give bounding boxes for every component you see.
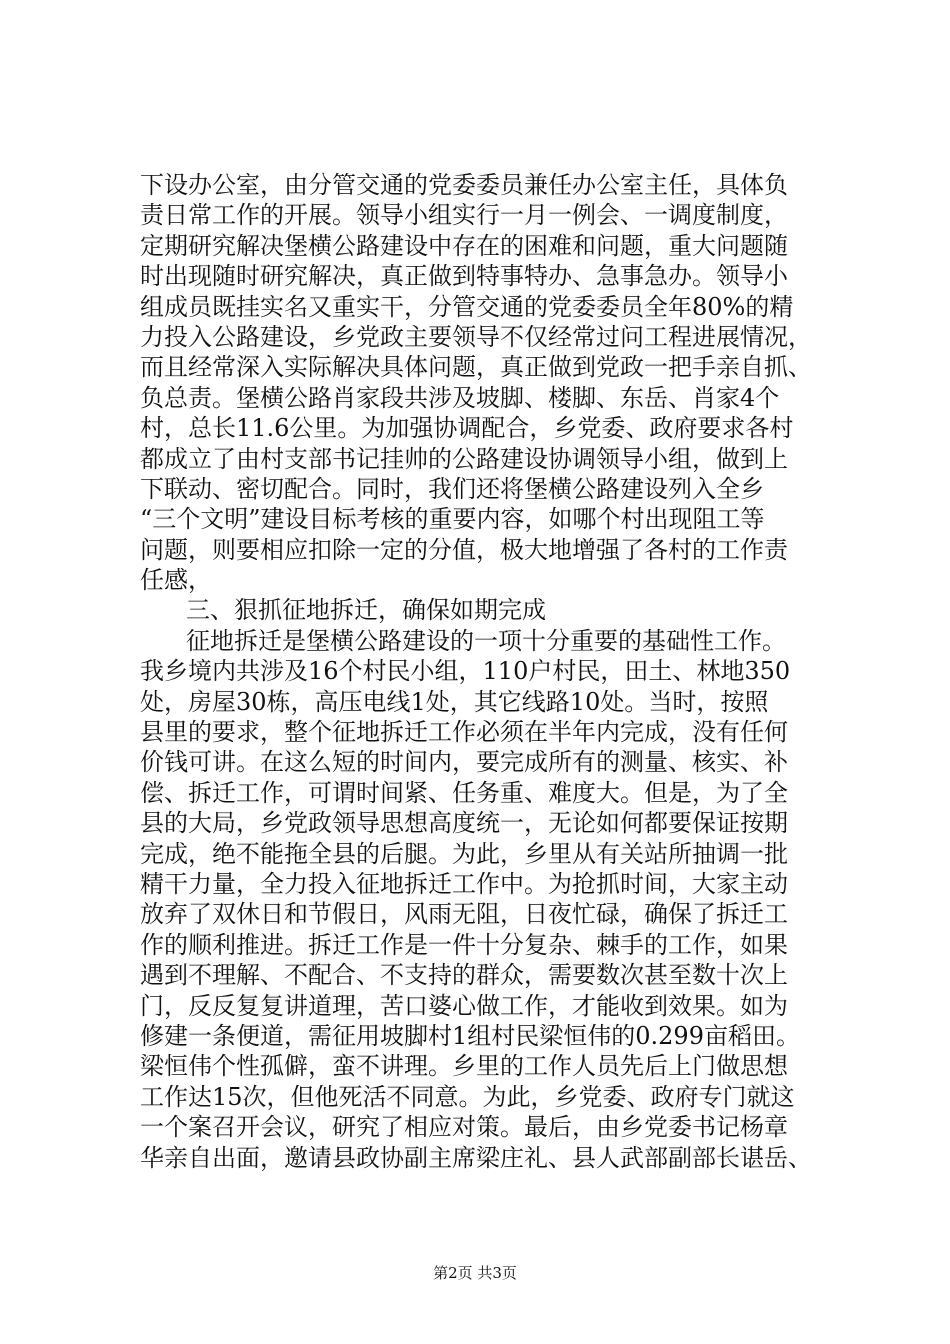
text-line: 偿、拆迁工作，可谓时间紧、任务重、难度大。但是，为了全 xyxy=(140,778,788,807)
text-line: 华亲自出面，邀请县政协副主席梁庄礼、县人武部副部长谌岳、 xyxy=(140,1143,812,1172)
section-heading: 三、狠抓征地拆迁，确保如期完成 xyxy=(186,596,546,625)
text-line: 下设办公室，由分管交通的党委委员兼任办公室主任，具体负 xyxy=(140,171,788,199)
text-line: 而且经常深入实际解决具体问题，真正做到党政一把手亲自抓、 xyxy=(140,353,812,382)
text-line: 精干力量，全力投入征地拆迁工作中。为抢抓时间，大家主动 xyxy=(140,869,788,898)
text-line: 力投入公路建设，乡党政主要领导不仅经常过问工程进展情况， xyxy=(140,322,812,351)
text-line: 完成，绝不能拖全县的后腿。为此，乡里从有关站所抽调一批 xyxy=(140,839,788,868)
body-text xyxy=(140,170,860,1173)
text-line: 都成立了由村支部书记挂帅的公路建设协调领导小组，做到上 xyxy=(140,444,788,473)
text-line: 责日常工作的开展。领导小组实行一月一例会、一调度制度， xyxy=(140,201,788,230)
text-line: 下联动、密切配合。同时，我们还将堡横公路建设列入全乡 xyxy=(140,474,764,503)
text-line: 梁恒伟个性孤僻，蛮不讲理。乡里的工作人员先后上门做思想 xyxy=(140,1052,788,1081)
text-line: 门，反反复复讲道理，苦口婆心做工作，才能收到效果。如为 xyxy=(140,991,788,1020)
text-line: 工作达15次，但他死活不同意。为此，乡党委、政府专门就这 xyxy=(140,1082,795,1111)
text-line: 县的大局，乡党政领导思想高度统一，无论如何都要保证按期 xyxy=(140,809,788,838)
text-line: 价钱可讲。在这么短的时间内，要完成所有的测量、核实、补 xyxy=(140,748,788,777)
text-line: 时出现随时研究解决，真正做到特事特办、急事急办。领导小 xyxy=(140,262,788,291)
text-line: 定期研究解决堡横公路建设中存在的困难和问题，重大问题随 xyxy=(140,231,788,260)
text-line: 组成员既挂实名又重实干，分管交通的党委委员全年80%的精 xyxy=(140,292,794,321)
text-line: 县里的要求，整个征地拆迁工作必须在半年内完成，没有任何 xyxy=(140,718,788,747)
text-line: 修建一条便道，需征用坡脚村1组村民梁恒伟的0.299亩稻田。 xyxy=(140,1021,800,1050)
text-line: 问题，则要相应扣除一定的分值，极大地增强了各村的工作责 xyxy=(140,535,788,564)
text-line: 负总责。堡横公路肖家段共涉及坡脚、楼脚、东岳、肖家4个 xyxy=(140,383,780,412)
page-footer xyxy=(0,1262,950,1283)
text-line: 我乡境内共涉及16个村民小组，110户村民，田土、林地350 xyxy=(140,657,791,686)
text-line: 村，总长11.6公里。为加强协调配合，乡党委、政府要求各村 xyxy=(140,414,794,443)
paragraph-first-line: 征地拆迁是堡横公路建设的一项十分重要的基础性工作。 xyxy=(186,626,786,655)
text-line: 任感， xyxy=(140,566,212,595)
page-number: 第2页 共3页 xyxy=(433,1264,517,1282)
text-line: 一个案召开会议，研究了相应对策。最后，由乡党委书记杨章 xyxy=(140,1113,788,1142)
text-line: 放弃了双休日和节假日，风雨无阻，日夜忙碌，确保了拆迁工 xyxy=(140,900,788,929)
text-line: 处，房屋30栋，高压电线1处，其它线路10处。当时，按照 xyxy=(140,687,769,716)
text-line: “三个文明”建设目标考核的重要内容，如哪个村出现阻工等 xyxy=(140,505,765,534)
text-line: 遇到不理解、不配合、不支持的群众，需要数次甚至数十次上 xyxy=(140,961,788,990)
text-line: 作的顺利推进。拆迁工作是一件十分复杂、棘手的工作，如果 xyxy=(140,930,788,959)
